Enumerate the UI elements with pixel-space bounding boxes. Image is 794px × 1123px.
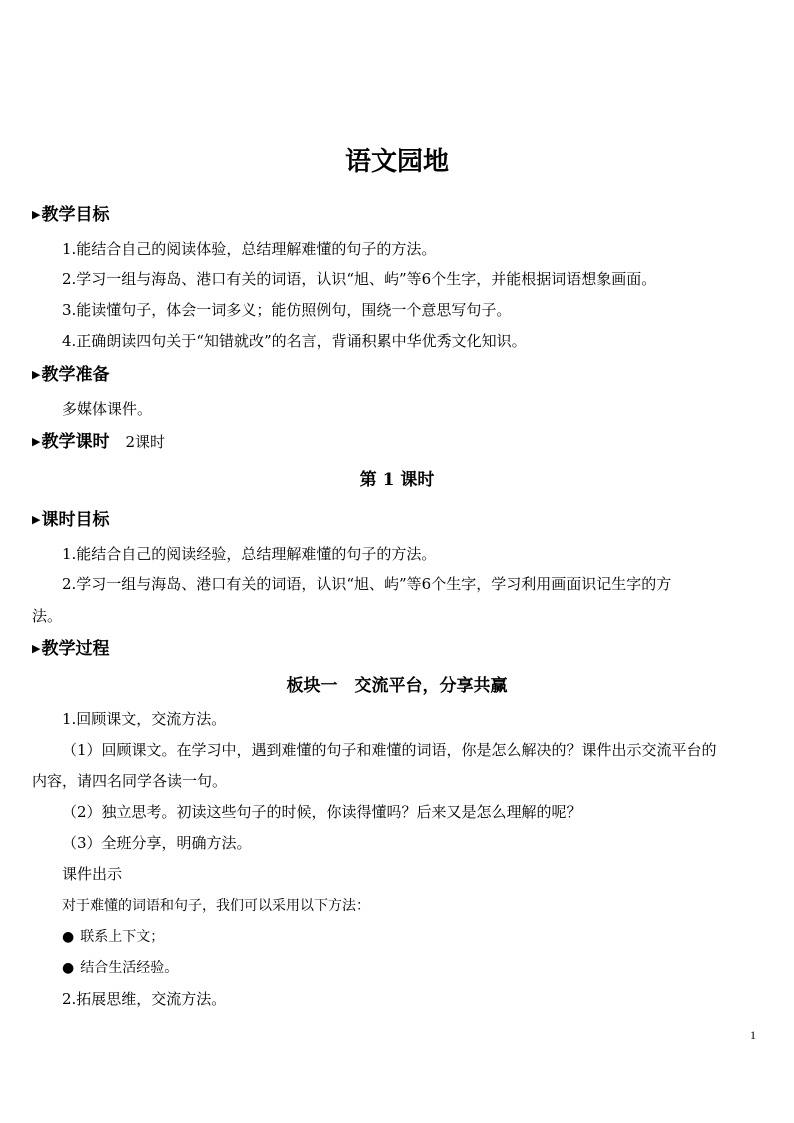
process-step-2: 2.拓展思维，交流方法。 [62,990,227,1008]
goal-item-4: 4.正确朗读四句关于“知错就改”的名言，背诵积累中华优秀文化知识。 [62,332,527,350]
page-number: 1 [750,1028,756,1042]
goal-item-1: 1.能结合自己的阅读体验，总结理解难懂的句子的方法。 [62,240,437,258]
section-heading-prep: ▶教学准备 [32,365,110,385]
lesson-goal-2-cont: 法。 [32,607,63,625]
page-title: 语文园地 [344,147,449,177]
section-heading-goals: ▶教学目标 [32,205,110,225]
goal-item-2: 2.学习一组与海岛、港口有关的词语，认识“旭、屿”等6个生字，并能根据词语想象画面。 [62,270,657,288]
prep-text: 多媒体课件。 [62,400,153,418]
block-heading: 板块一 交流平台，分享共赢 [286,676,508,696]
periods-value: 2课时 [125,433,166,451]
lesson-goal-2: 2.学习一组与海岛、港口有关的词语，认识“旭、屿”等6个生字，学习利用画面识记生字的方 [62,575,672,593]
section-heading-periods: ▶教学课时 2课时 [32,432,166,452]
method-item-1: ● 联系上下文； [62,929,165,945]
triangle-right-icon: ▶ [32,208,41,221]
triangle-right-icon: ▶ [32,368,41,381]
section-heading-lesson-goals: ▶课时目标 [32,510,110,530]
section-heading-process: ▶教学过程 [32,639,110,659]
bullet-icon: ● [62,960,75,976]
process-step-1-1: （1）回顾课文。在学习中，遇到难懂的句子和难懂的词语，你是怎么解决的？课件出示交流平台的 [62,741,717,759]
process-step-1-3: （3）全班分享，明确方法。 [62,834,252,852]
lesson-goal-1: 1.能结合自己的阅读经验，总结理解难懂的句子的方法。 [62,545,437,563]
lesson-heading: 第 1 课时 [359,470,435,490]
goal-item-3: 3.能读懂句子，体会一词多义；能仿照例句，围绕一个意思写句子。 [62,301,512,319]
courseware-intro: 对于难懂的词语和句子，我们可以采用以下方法： [62,898,370,914]
triangle-right-icon: ▶ [32,513,41,526]
process-step-1: 1.回顾课文，交流方法。 [62,710,227,728]
process-step-1-1-cont: 内容，请四名同学各读一句。 [32,772,228,790]
courseware-label: 课件出示 [62,865,123,883]
triangle-right-icon: ▶ [32,642,41,655]
process-step-1-2: （2）独立思考。初读这些句子的时候，你读得懂吗？后来又是怎么理解的呢？ [62,803,582,821]
method-item-2: ● 结合生活经验。 [62,960,179,976]
triangle-right-icon: ▶ [32,435,41,448]
bullet-icon: ● [62,929,75,945]
